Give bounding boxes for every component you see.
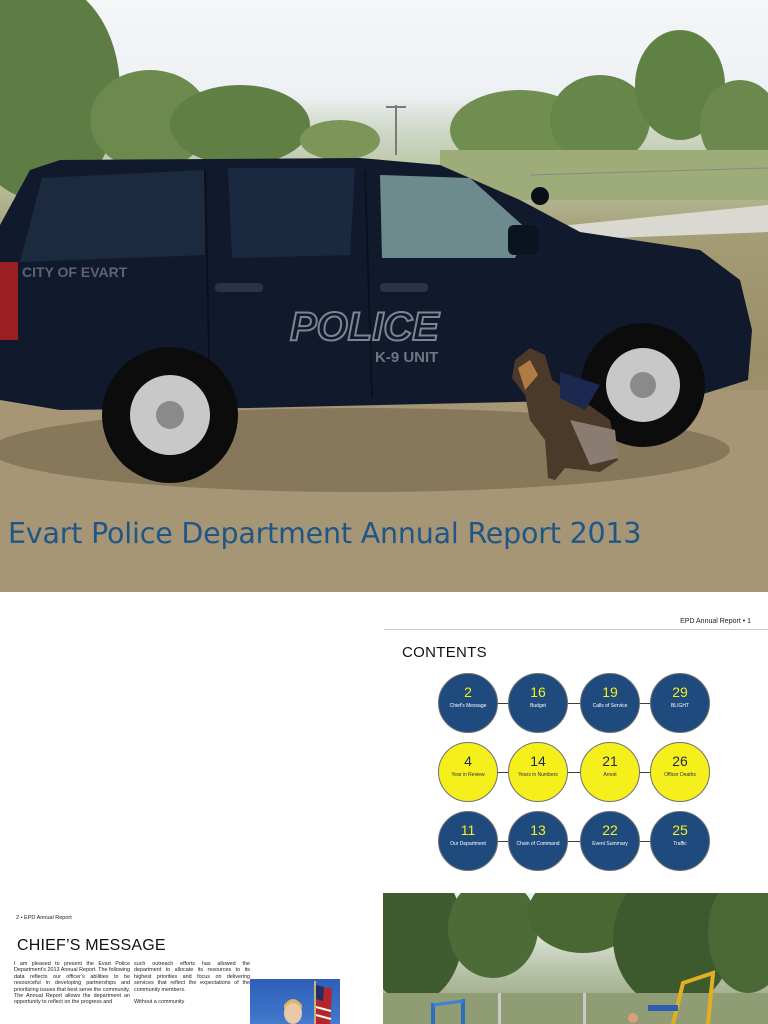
chief-message-column-2: such outreach efforts has allowed the department to allocate its resources to its highest priorities and focus on delivering services that reflect the expectations of the community members. Without a community [134, 961, 250, 1006]
contents-item-label: Our Department [450, 841, 486, 847]
contents-item-years-in-numbers[interactable] [508, 742, 568, 802]
chief-message-page [0, 905, 384, 1024]
contents-page-number: 29 [672, 684, 688, 700]
contents-connector [568, 841, 580, 842]
contents-page-number: 25 [672, 822, 688, 838]
contents-page-number: 21 [602, 753, 618, 769]
vehicle-unit-text: K-9 UNIT [375, 349, 439, 366]
contents-connector [498, 772, 508, 773]
contents-item-chain-of-command[interactable] [508, 811, 568, 871]
contents-item-chief-s-message[interactable] [438, 673, 498, 733]
chief-message-column-1: I am pleased to present the Evart Police Department’s 2013 Annual Report. The following data reflects our officer’s abilities to be resourceful in developing partnerships and prioritizing issues that best serve the community. The Annual Report allows the department an opportunity to reflect on the progress and [14, 961, 130, 1006]
running-head: 2 • EPD Annual Report [16, 915, 72, 921]
contents-item-budget[interactable] [508, 673, 568, 733]
contents-item-our-department[interactable] [438, 811, 498, 871]
contents-item-traffic[interactable] [650, 811, 710, 871]
contents-item-label: Officer Deaths [664, 772, 696, 778]
vehicle-city-text: CITY OF EVART [22, 264, 128, 280]
contents-connector [498, 841, 508, 842]
contents-item-label: Event Summary [592, 841, 628, 847]
park-photo [383, 893, 768, 1024]
contents-page-number: 14 [530, 753, 546, 769]
contents-page-number: 4 [464, 753, 472, 769]
contents-page-number: 11 [460, 822, 476, 838]
contents-connector [498, 703, 508, 704]
contents-item-label: BLIGHT [670, 703, 690, 709]
contents-item-label: Arrest [603, 772, 617, 778]
contents-item-label: Chief's Message [449, 703, 487, 709]
running-head: EPD Annual Report • 1 [680, 618, 751, 625]
contents-item-year-in-review[interactable] [438, 742, 498, 802]
contents-connector [640, 703, 650, 704]
contents-page-number: 2 [464, 684, 472, 700]
contents-page-number: 26 [672, 753, 688, 769]
contents-item-label: Calls of Service [592, 703, 628, 709]
contents-page [384, 610, 768, 890]
contents-item-label: Year in Review [451, 772, 485, 778]
contents-title: CONTENTS [402, 644, 487, 661]
contents-item-calls-of-service[interactable] [580, 673, 640, 733]
contents-item-label: Traffic [673, 841, 687, 847]
contents-page-number: 22 [602, 822, 618, 838]
contents-connector [640, 772, 650, 773]
cover-title: Evart Police Department Annual Report 2013 [8, 517, 642, 550]
contents-connector [568, 703, 580, 704]
contents-item-label: Chain of Command [516, 841, 560, 847]
contents-item-arrest[interactable] [580, 742, 640, 802]
contents-item-officer-deaths[interactable] [650, 742, 710, 802]
contents-grid [384, 610, 768, 890]
chief-message-title: CHIEF’S MESSAGE [17, 937, 166, 954]
contents-page-number: 19 [602, 684, 618, 700]
contents-item-label: Years in Numbers [518, 772, 558, 778]
contents-page-number: 16 [530, 684, 546, 700]
contents-item-label: Budget [530, 703, 546, 709]
contents-page-number: 13 [530, 822, 546, 838]
vehicle-police-text: POLICE [290, 305, 439, 349]
contents-connector [568, 772, 580, 773]
contents-item-event-summary[interactable] [580, 811, 640, 871]
contents-item-blight[interactable] [650, 673, 710, 733]
contents-connector [640, 841, 650, 842]
chief-portrait-photo [250, 979, 340, 1024]
